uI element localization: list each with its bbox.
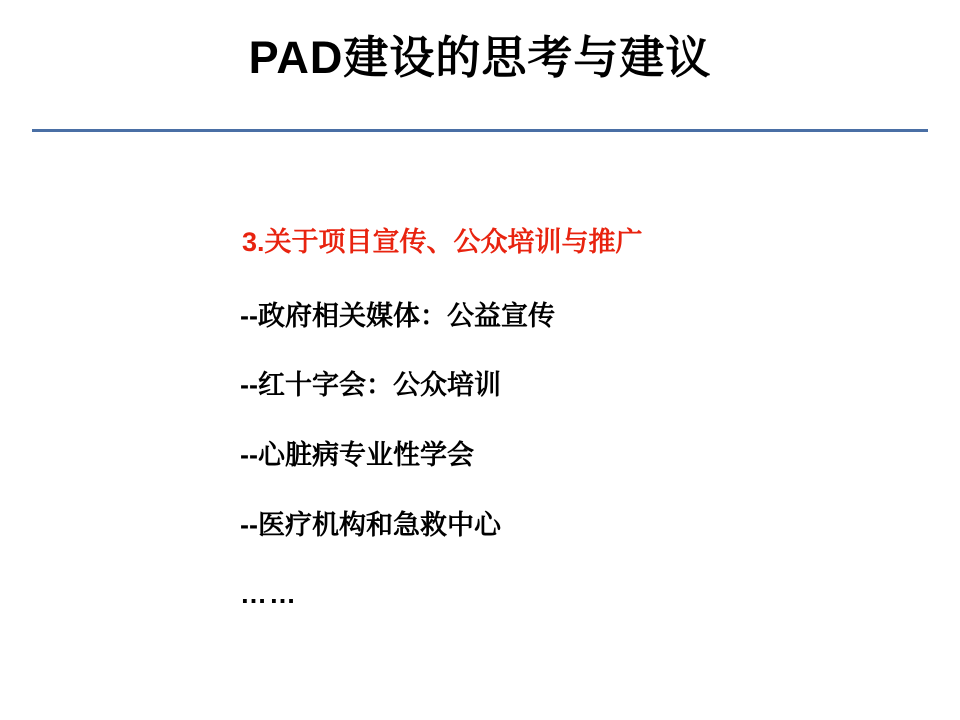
list-item: --医疗机构和急救中心: [240, 509, 501, 540]
title-divider: [32, 129, 928, 132]
list-item: --心脏病专业性学会: [240, 440, 474, 471]
list-item: --红十字会：公众培训: [240, 370, 501, 401]
page-title: PAD建设的思考与建议: [248, 32, 712, 83]
continuation-ellipsis: ……: [240, 579, 298, 610]
list-item: --政府相关媒体：公益宣传: [240, 300, 555, 331]
slide-body: [240, 228, 940, 610]
section-heading: 3.关于项目宣传、公众培训与推广: [242, 227, 643, 257]
